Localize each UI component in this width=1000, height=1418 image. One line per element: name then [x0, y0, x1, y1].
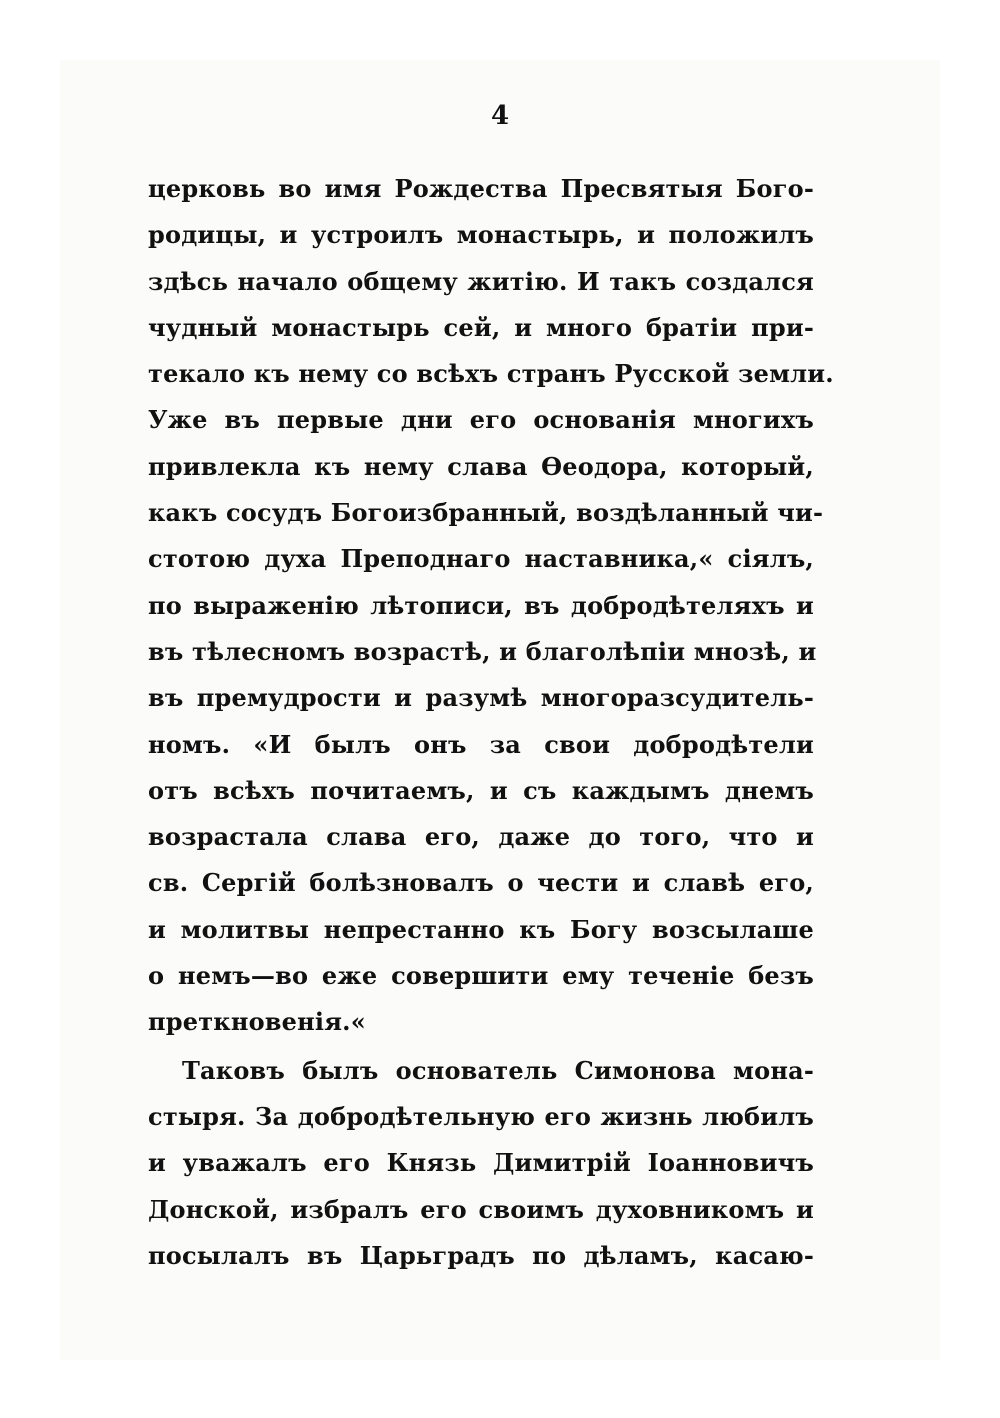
text-line: и уважалъ его Князь Димитрiй Iоанновичъ [148, 1148, 814, 1178]
text-line: номъ. «И былъ онъ за свои добродѣтели [148, 729, 814, 759]
text-line: посылалъ въ Царьградъ по дѣламъ, касаю- [148, 1240, 814, 1270]
body-text [148, 166, 834, 1279]
text-line: здѣсь начало общему житiю. И такъ создался [148, 266, 814, 296]
text-line: о немъ—во еже совершити ему теченiе безъ [148, 961, 814, 991]
text-line: по выраженiю лѣтописи, въ добродѣтеляхъ и [148, 590, 814, 620]
text-line: текало къ нему со всѣхъ странъ Русской земли. [148, 359, 834, 389]
text-line: Таковъ былъ основатель Симонова мона- [182, 1055, 814, 1085]
page-number: 4 [490, 101, 510, 131]
text-line: возрастала слава его, даже до того, что и [148, 822, 814, 852]
text-line: св. Сергiй болѣзновалъ о чести и славѣ его, [148, 868, 814, 898]
text-line: чудный монастырь сей, и много братiи при- [148, 312, 814, 342]
text-line: въ премудрости и разумѣ многоразсудитель- [148, 683, 814, 713]
paragraph-1 [148, 166, 834, 1046]
text-line: Донской, избралъ его своимъ духовникомъ и [148, 1194, 814, 1224]
text-line: какъ сосудъ Богоизбранный, воздѣланный чи- [148, 498, 824, 528]
text-line: привлекла къ нему слава Ѳеодора, который, [148, 451, 814, 481]
text-line: стыря. За добродѣтельную его жизнь любилъ [148, 1101, 814, 1131]
text-line: родицы, и устроилъ монастырь, и положилъ [148, 220, 814, 250]
text-line: и молитвы непрестанно къ Богу возсылаше [148, 914, 814, 944]
text-line: преткновенiя.« [148, 1007, 366, 1037]
paragraph-2 [148, 1048, 814, 1279]
text-line: отъ всѣхъ почитаемъ, и съ каждымъ днемъ [148, 775, 814, 805]
text-line: Уже въ первые дни его основанiя многихъ [148, 405, 814, 435]
text-line: стотою духа Преподнаго наставника,« сiялъ, [148, 544, 814, 574]
text-line: въ тѣлесномъ возрастѣ, и благолѣпiи мнозѣ, и [148, 636, 817, 666]
text-line: церковь во имя Рождества Пресвятыя Бого- [148, 174, 814, 203]
